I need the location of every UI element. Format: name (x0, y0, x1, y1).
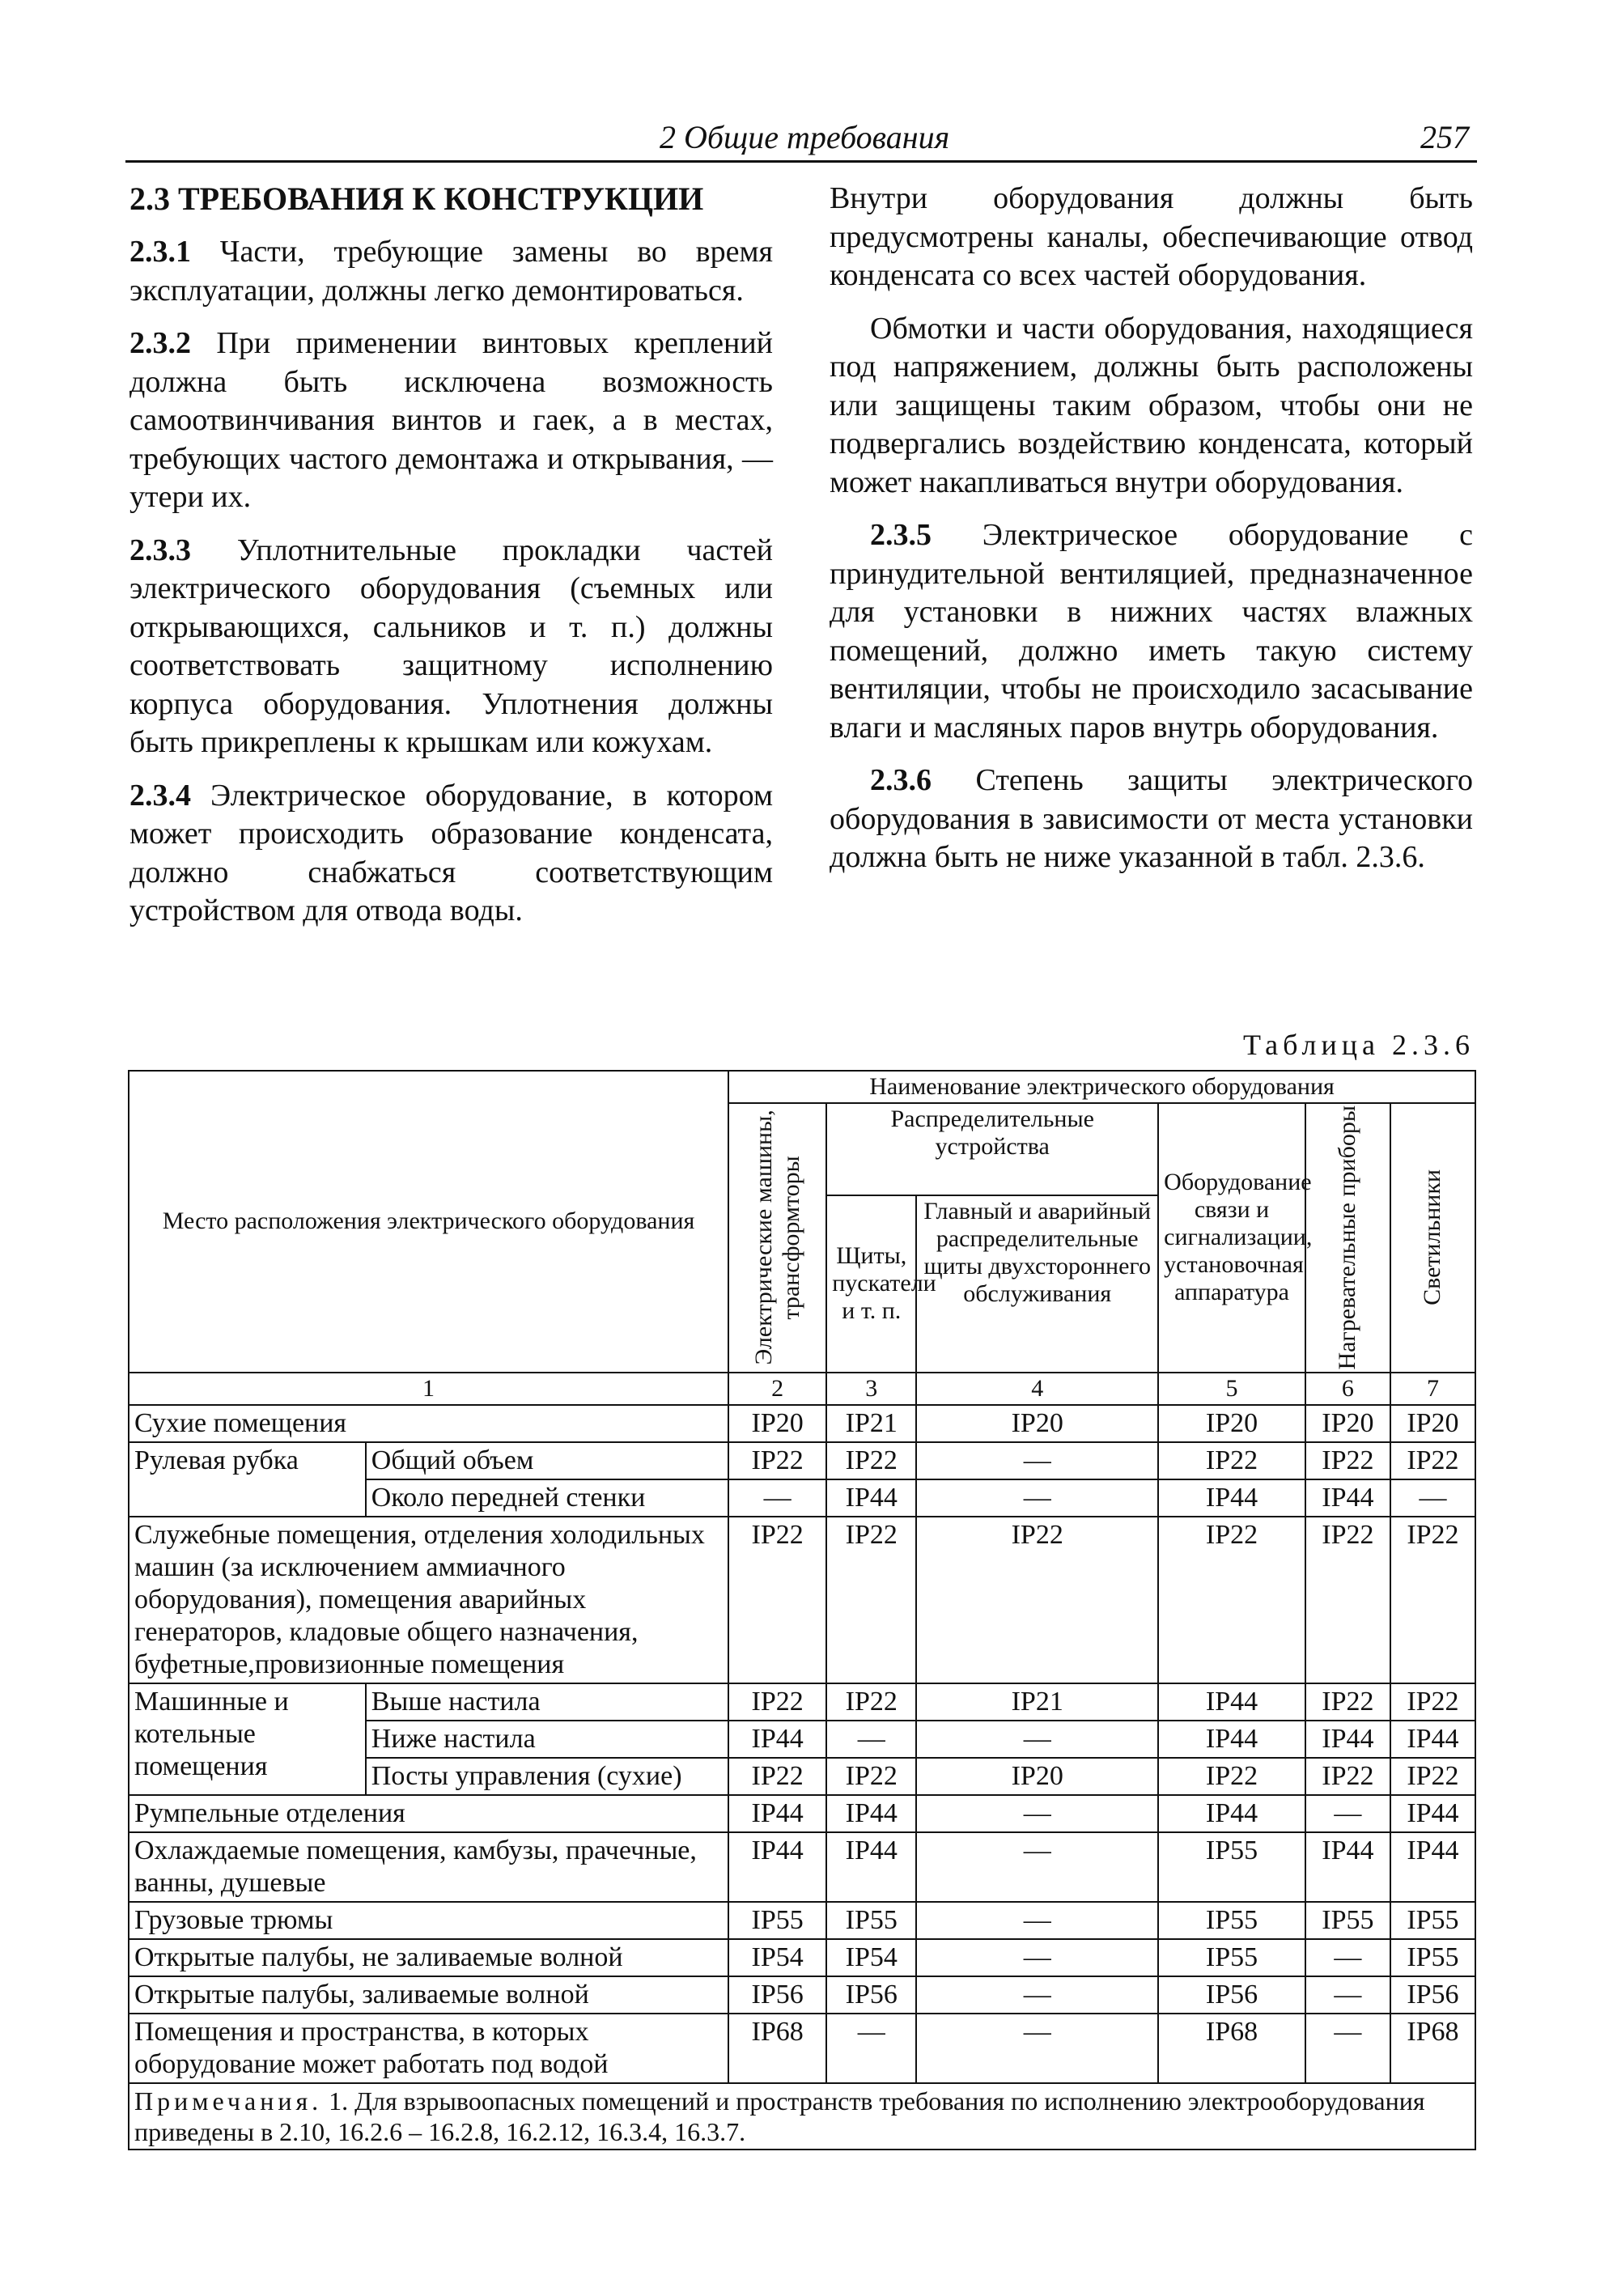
header-lights: Светильники (1419, 1169, 1446, 1306)
clause-number: 2.3.6 (870, 763, 932, 797)
cell-value: IP44 (826, 1479, 916, 1517)
cell-value: IP22 (1305, 1517, 1390, 1683)
table-row (129, 1517, 1475, 1683)
clause-number: 2.3.1 (129, 235, 191, 269)
cell-value: IP22 (1390, 1517, 1475, 1683)
row-label: Сухие помещения (129, 1405, 728, 1442)
cell-value: IP56 (1158, 1976, 1305, 2014)
cell-value: — (916, 1976, 1158, 2014)
note-text: 1. Для взрывоопасных помещений и пространств требования по исполнению электрооборудования приведены в 2.10, 16.2.6 – 16.2.8, 16.2.12, 16.3.4, 16.3.7. (134, 2086, 1425, 2146)
cell-value: IP44 (728, 1721, 826, 1758)
cell-value: IP54 (728, 1939, 826, 1976)
cell-value: IP20 (728, 1405, 826, 1442)
row-label: Помещения и пространства, в которых оборудование может работать под водой (129, 2014, 728, 2083)
row-sublabel: Около передней стенки (366, 1479, 728, 1517)
cell-value: IP44 (1158, 1795, 1305, 1832)
protection-table (128, 1070, 1476, 2150)
table-row (129, 1442, 1475, 1479)
cell-value: IP21 (826, 1405, 916, 1442)
row-label: Открытые палубы, заливаемые волной (129, 1976, 728, 2014)
paragraph-text: Электрическое оборудование, в котором может происходить образование конденсата, должно снабжаться соответствующим устройством для отвода воды. (129, 778, 773, 927)
right-column (830, 180, 1473, 892)
cell-value: — (916, 1832, 1158, 1902)
cell-value: IP44 (1305, 1832, 1390, 1902)
section-title: 2 Общие требования (660, 119, 950, 155)
header-main-switchboards: Главный и аварийный распределительные щиты двухстороннего обслуживания (916, 1195, 1158, 1373)
header-panels: Щиты, пускатели и т. п. (826, 1195, 916, 1373)
column-number: 3 (826, 1373, 916, 1405)
cell-value: IP55 (1158, 1832, 1305, 1902)
column-number: 4 (916, 1373, 1158, 1405)
header-equipment-group: Наименование электрического оборудования (728, 1071, 1475, 1103)
paragraph-text: Электрическое оборудование с принудительной вентиляцией, предназначенное для установки в нижних частях влажных помещений, должно иметь такую систему вентиляции, чтобы не происходило засасывание влаги и масляных паров внутрь оборудования. (830, 518, 1473, 745)
header-location: Место расположения электрического оборудования (129, 1071, 728, 1373)
paragraph-text: Степень защиты электрического оборудования в зависимости от места установки должна быть не ниже указанной в табл. 2.3.6. (830, 763, 1473, 874)
row-label: Охлаждаемые помещения, камбузы, прачечные, ванны, душевые (129, 1832, 728, 1902)
cell-value: — (826, 1721, 916, 1758)
cell-value: IP55 (1305, 1902, 1390, 1939)
paragraph (129, 233, 773, 310)
header-communication: Оборудование связи и сигнализации, установочная аппаратура (1158, 1103, 1305, 1373)
header-lights-cell (1390, 1103, 1475, 1373)
column-number-row (129, 1373, 1475, 1405)
cell-value: IP22 (728, 1442, 826, 1479)
row-sublabel: Выше настила (366, 1683, 728, 1721)
cell-value: IP44 (1305, 1479, 1390, 1517)
row-label: Машинные и котельные помещения (129, 1683, 366, 1795)
cell-value: IP20 (1305, 1405, 1390, 1442)
cell-value: IP22 (728, 1758, 826, 1795)
row-label: Румпельные отделения (129, 1795, 728, 1832)
table-note (129, 2083, 1475, 2150)
cell-value: IP44 (1305, 1721, 1390, 1758)
cell-value: IP22 (728, 1517, 826, 1683)
cell-value: — (916, 1479, 1158, 1517)
header-heaters-cell (1305, 1103, 1390, 1373)
paragraph (830, 310, 1473, 503)
cell-value: — (1305, 1795, 1390, 1832)
clause-number: 2.3.3 (129, 533, 191, 567)
column-number: 6 (1305, 1373, 1390, 1405)
cell-value: IP55 (728, 1902, 826, 1939)
cell-value: IP68 (1390, 2014, 1475, 2083)
cell-value: IP20 (1158, 1405, 1305, 1442)
cell-value: — (1305, 1976, 1390, 2014)
row-label: Служебные помещения, отделения холодильных машин (за исключением аммиачного оборудования), помещения аварийных генераторов, кладовые общего назначения, буфетные,провизионные помещения (129, 1517, 728, 1683)
cell-value: — (916, 1939, 1158, 1976)
cell-value: IP22 (1390, 1683, 1475, 1721)
cell-value: IP44 (1158, 1683, 1305, 1721)
header-machines: Электрические машины, трансформторы (749, 1110, 804, 1365)
table-row (129, 1795, 1475, 1832)
cell-value: IP44 (1390, 1832, 1475, 1902)
row-label: Рулевая рубка (129, 1442, 366, 1517)
cell-value: — (1305, 1939, 1390, 1976)
paragraph-text: Обмотки и части оборудования, находящиеся под напряжением, должны быть расположены или защищены таким образом, чтобы они не подвергались воздействию конденсата, который может накапливаться внутри оборудования. (830, 311, 1473, 499)
column-number: 1 (129, 1373, 728, 1405)
cell-value: IP22 (1305, 1683, 1390, 1721)
clause-number: 2.3.2 (129, 326, 191, 360)
table-row (129, 2014, 1475, 2083)
cell-value: — (916, 1795, 1158, 1832)
header-heaters: Нагревательные приборы (1334, 1106, 1361, 1370)
cell-value: IP55 (826, 1902, 916, 1939)
cell-value: IP20 (916, 1405, 1158, 1442)
cell-value: — (916, 1902, 1158, 1939)
paragraph (830, 762, 1473, 877)
cell-value: IP22 (1158, 1517, 1305, 1683)
cell-value: IP21 (916, 1683, 1158, 1721)
cell-value: IP56 (826, 1976, 916, 2014)
cell-value: IP68 (728, 2014, 826, 2083)
paragraph (830, 180, 1473, 295)
cell-value: IP44 (728, 1832, 826, 1902)
left-column (129, 180, 773, 945)
paragraph-text: Части, требующие замены во время эксплуатации, должны легко демонтироваться. (129, 235, 773, 308)
table-row (129, 1976, 1475, 2014)
cell-value: IP22 (1305, 1442, 1390, 1479)
cell-value: IP20 (1390, 1405, 1475, 1442)
section-heading: 2.3 ТРЕБОВАНИЯ К КОНСТРУКЦИИ (129, 180, 704, 217)
table-caption: Таблица 2.3.6 (1243, 1029, 1475, 1061)
cell-value: — (1305, 2014, 1390, 2083)
cell-value: IP22 (826, 1683, 916, 1721)
cell-value: IP44 (1390, 1721, 1475, 1758)
table-row (129, 1939, 1475, 1976)
paragraph (830, 516, 1473, 747)
cell-value: — (916, 1442, 1158, 1479)
cell-value: IP55 (1390, 1939, 1475, 1976)
note-label: Примечания. (134, 2086, 323, 2116)
cell-value: IP22 (1158, 1758, 1305, 1795)
cell-value: — (728, 1479, 826, 1517)
paragraph (129, 325, 773, 517)
row-label: Открытые палубы, не заливаемые волной (129, 1939, 728, 1976)
note-row (129, 2083, 1475, 2150)
cell-value: — (916, 1721, 1158, 1758)
cell-value: IP44 (826, 1795, 916, 1832)
cell-value: — (916, 2014, 1158, 2083)
row-label: Грузовые трюмы (129, 1902, 728, 1939)
clause-number: 2.3.4 (129, 778, 191, 813)
cell-value: IP22 (1390, 1442, 1475, 1479)
running-header (125, 113, 1477, 163)
cell-value: IP55 (1158, 1902, 1305, 1939)
cell-value: IP44 (1158, 1479, 1305, 1517)
cell-value: IP55 (1158, 1939, 1305, 1976)
row-sublabel: Ниже настила (366, 1721, 728, 1758)
table-row (129, 1902, 1475, 1939)
cell-value: IP44 (728, 1795, 826, 1832)
paragraph (129, 532, 773, 762)
column-number: 2 (728, 1373, 826, 1405)
cell-value: IP22 (826, 1517, 916, 1683)
paragraph-text: При применении винтовых креплений должна быть исключена возможность самоотвинчивания винтов и гаек, а в местах, требующих частого демонтажа и открывания, — утери их. (129, 326, 773, 514)
cell-value: IP44 (1390, 1795, 1475, 1832)
cell-value: IP22 (916, 1517, 1158, 1683)
cell-value: IP22 (826, 1442, 916, 1479)
cell-value: IP55 (1390, 1902, 1475, 1939)
paragraph (129, 777, 773, 931)
cell-value: IP56 (728, 1976, 826, 2014)
cell-value: IP20 (916, 1758, 1158, 1795)
page-number: 257 (1420, 119, 1469, 155)
cell-value: IP22 (728, 1683, 826, 1721)
table-row (129, 1683, 1475, 1721)
cell-value: IP22 (826, 1758, 916, 1795)
clause-number: 2.3.5 (870, 518, 932, 552)
cell-value: IP56 (1390, 1976, 1475, 2014)
cell-value: IP68 (1158, 2014, 1305, 2083)
table-row (129, 1405, 1475, 1442)
cell-value: IP44 (826, 1832, 916, 1902)
cell-value: IP22 (1305, 1758, 1390, 1795)
cell-value: — (826, 2014, 916, 2083)
paragraph-text: Внутри оборудования должны быть предусмотрены каналы, обеспечивающие отвод конденсата со всех частей оборудования. (830, 181, 1473, 292)
row-sublabel: Общий объем (366, 1442, 728, 1479)
row-sublabel: Посты управления (сухие) (366, 1758, 728, 1795)
header-machines-cell (728, 1103, 826, 1373)
cell-value: IP22 (1158, 1442, 1305, 1479)
table-row (129, 1832, 1475, 1902)
header-distribution: Распределительные устройства (826, 1103, 1158, 1195)
cell-value: — (1390, 1479, 1475, 1517)
paragraph-text: Уплотнительные прокладки частей электрического оборудования (съемных или открывающихся, сальников и т. п.) должны соответствовать защитному исполнению корпуса оборудования. Уплотнения должны быть прикреплены к крышкам или кожухам. (129, 533, 773, 759)
column-number: 7 (1390, 1373, 1475, 1405)
cell-value: IP22 (1390, 1758, 1475, 1795)
column-number: 5 (1158, 1373, 1305, 1405)
cell-value: IP44 (1158, 1721, 1305, 1758)
cell-value: IP54 (826, 1939, 916, 1976)
